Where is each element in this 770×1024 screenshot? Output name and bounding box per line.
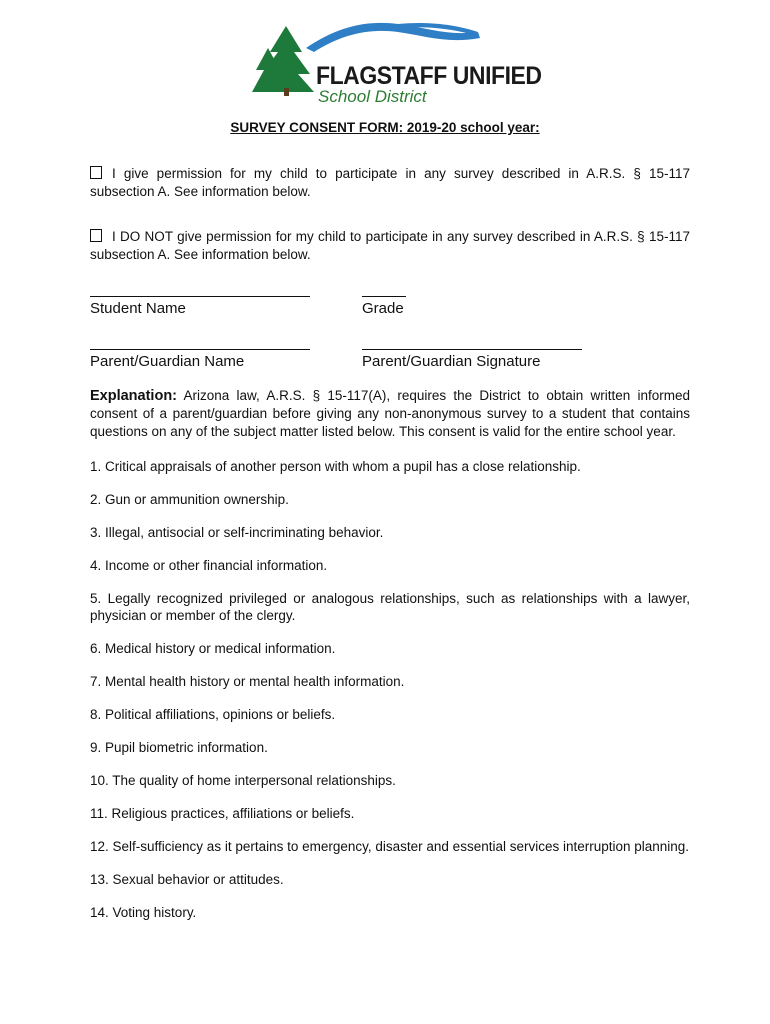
consent-option-text: I DO NOT give permission for my child to participate in any survey described in A.R.S. § 15-117 subsection A. See information below. <box>90 229 690 262</box>
signature-line <box>90 296 310 297</box>
give-permission-checkbox[interactable] <box>90 166 102 179</box>
explanation-paragraph <box>90 387 690 441</box>
district-logo <box>248 18 548 106</box>
consent-option-give <box>90 165 690 201</box>
list-item: 3. Illegal, antisocial or self-incriminating behavior. <box>90 525 384 540</box>
signature-line <box>362 349 582 350</box>
list-item: 14. Voting history. <box>90 905 197 920</box>
consent-option-deny <box>90 228 690 264</box>
list-item: 4. Income or other financial information. <box>90 558 328 573</box>
deny-permission-checkbox[interactable] <box>90 229 102 242</box>
parent-name-field[interactable] <box>90 349 310 370</box>
list-item: 5. Legally recognized privileged or analogous relationships, such as relationships with a lawyer, physician or member of the clergy. <box>90 591 690 623</box>
list-item: 7. Mental health history or mental health information. <box>90 674 405 689</box>
parent-name-label: Parent/Guardian Name <box>90 353 245 370</box>
list-item: 10. The quality of home interpersonal relationships. <box>90 773 396 788</box>
list-item: 9. Pupil biometric information. <box>90 740 268 755</box>
logo-district-name: FLAGSTAFF UNIFIED <box>316 62 542 90</box>
list-item: 8. Political affiliations, opinions or beliefs. <box>90 707 336 722</box>
explanation-text: Arizona law, A.R.S. § 15-117(A), requires the District to obtain written informed consent of a parent/guardian before giving any non-anonymous survey to a student that contains questions on any of the subject matter listed below. This consent is valid for the entire school year. <box>90 388 690 439</box>
grade-label: Grade <box>362 300 404 317</box>
list-item: 11. Religious practices, affiliations or beliefs. <box>90 806 355 821</box>
list-item: 13. Sexual behavior or attitudes. <box>90 872 284 887</box>
list-item: 1. Critical appraisals of another person with whom a pupil has a close relationship. <box>90 459 581 474</box>
student-name-label: Student Name <box>90 300 186 317</box>
explanation-lead: Explanation: <box>90 388 178 404</box>
list-item: 12. Self-sufficiency as it pertains to emergency, disaster and essential services interruption planning. <box>90 839 690 854</box>
list-item: 6. Medical history or medical information. <box>90 641 336 656</box>
survey-topics-list <box>90 458 690 937</box>
signature-line <box>90 349 310 350</box>
student-name-field[interactable] <box>90 296 310 317</box>
logo-subtitle: School District <box>318 87 427 106</box>
parent-signature-label: Parent/Guardian Signature <box>362 353 541 370</box>
form-title: SURVEY CONSENT FORM: 2019-20 school year: <box>230 120 540 135</box>
grade-field[interactable] <box>362 296 406 317</box>
parent-signature-field[interactable] <box>362 349 582 370</box>
signature-line <box>362 296 406 297</box>
consent-option-text: I give permission for my child to participate in any survey described in A.R.S. § 15-117 subsection A. See information below. <box>90 166 690 199</box>
list-item: 2. Gun or ammunition ownership. <box>90 492 289 507</box>
